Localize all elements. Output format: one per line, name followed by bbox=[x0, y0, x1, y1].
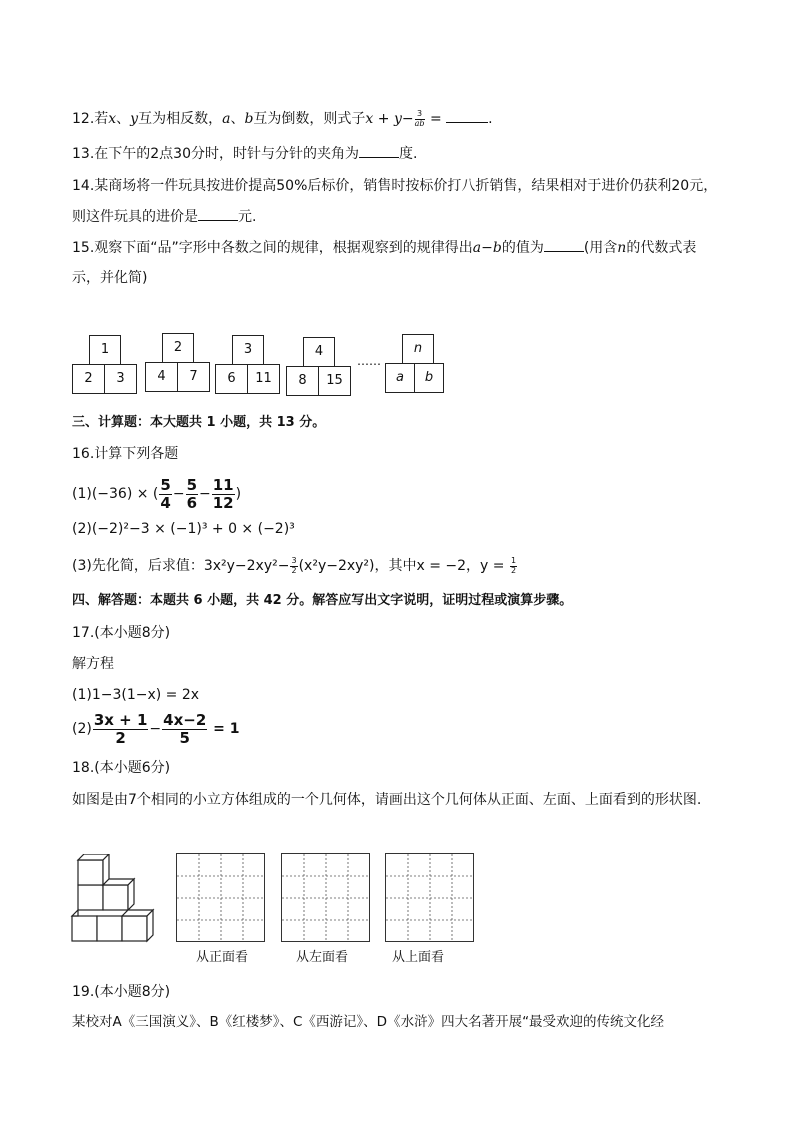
cube-side bbox=[128, 879, 134, 910]
fraction bbox=[93, 712, 149, 746]
op: − bbox=[149, 721, 162, 737]
grid-left-view[interactable] bbox=[281, 853, 370, 942]
q16-part3 bbox=[72, 553, 518, 579]
pin-right: 3 bbox=[104, 364, 137, 394]
var-x: x bbox=[365, 111, 374, 127]
pin-left: 6 bbox=[215, 364, 248, 394]
q15-text: 的代数式表 bbox=[626, 240, 697, 256]
pin-right: b bbox=[414, 363, 444, 393]
numerator: 11 bbox=[212, 476, 234, 494]
fraction bbox=[212, 477, 235, 511]
cube-solid-figure bbox=[70, 854, 162, 944]
grid-lines bbox=[177, 854, 264, 941]
pin-right: 7 bbox=[177, 362, 210, 392]
denominator: 6 bbox=[186, 493, 198, 512]
op: = bbox=[425, 111, 447, 127]
expr-text: (x²y−2xy²)，其中x = −2，y = bbox=[298, 558, 509, 574]
pin-left: 4 bbox=[145, 362, 178, 392]
fraction bbox=[290, 557, 297, 576]
question-16-title: 16.计算下列各题 bbox=[72, 446, 179, 462]
cube-face bbox=[103, 885, 128, 910]
pin-top: n bbox=[402, 334, 434, 364]
numerator: 1 bbox=[510, 555, 517, 565]
denominator: ab bbox=[414, 118, 425, 128]
pin-right: 11 bbox=[247, 364, 280, 394]
expr-text: ) bbox=[235, 486, 242, 502]
q12-text: 互为倒数，则式子 bbox=[253, 111, 366, 127]
var-y: y bbox=[393, 111, 402, 127]
q15-line2: 示，并化简) bbox=[72, 270, 148, 286]
section-4-title: 四、解答题：本题共 6 小题，共 42 分。解答应写出文字说明，证明过程或演算步骤。 bbox=[72, 593, 573, 608]
var-x: x bbox=[108, 111, 117, 127]
caption-top-view: 从上面看 bbox=[392, 950, 445, 965]
cube-edge bbox=[72, 910, 78, 916]
question-15 bbox=[72, 237, 696, 258]
expr-a-minus-b: a−b bbox=[472, 240, 502, 256]
answer-blank[interactable] bbox=[198, 206, 238, 221]
grid-top-view[interactable] bbox=[385, 853, 474, 942]
denominator: 2 bbox=[115, 728, 126, 747]
pin-figure-general bbox=[385, 334, 451, 394]
sep: 、 bbox=[116, 111, 131, 127]
cube-face bbox=[72, 916, 97, 941]
q14-line2: 则这件玩具的进价是 bbox=[72, 209, 198, 225]
op: + bbox=[373, 111, 394, 127]
q16-part1 bbox=[72, 476, 241, 512]
var-y: y bbox=[130, 111, 139, 127]
cube-side bbox=[147, 910, 153, 941]
cube-face bbox=[78, 860, 103, 885]
denominator: 12 bbox=[212, 493, 234, 512]
q13-unit: 度. bbox=[399, 146, 418, 162]
q15-text: (用含 bbox=[583, 240, 618, 256]
answer-blank[interactable] bbox=[359, 143, 399, 158]
q15-text: 的值为 bbox=[501, 240, 544, 256]
pin-left: 2 bbox=[72, 364, 105, 394]
q18-text: 如图是由7个相同的小立方体组成的一个几何体，请画出这个几何体从正面、左面、上面看到的形状图. bbox=[72, 792, 702, 808]
answer-blank[interactable] bbox=[446, 108, 488, 123]
var-b: b bbox=[244, 111, 254, 127]
question-14 bbox=[72, 176, 717, 196]
fraction bbox=[159, 477, 171, 511]
q12-text: 互为相反数， bbox=[138, 111, 223, 127]
answer-blank[interactable] bbox=[544, 237, 584, 252]
grid-lines bbox=[386, 854, 473, 941]
q17-eq1: (1)1−3(1−x) = 2x bbox=[72, 687, 200, 703]
denominator: 4 bbox=[160, 493, 171, 512]
question-13 bbox=[72, 143, 417, 164]
caption-left-view: 从左面看 bbox=[296, 950, 349, 965]
question-19-header: 19.(本小题8分) bbox=[72, 984, 171, 1000]
expr-text: (2) bbox=[72, 721, 92, 737]
q14-line1: 14.某商场将一件玩具按进价提高50%后标价，销售时按标价打八折销售，结果相对于进价仍获利20元， bbox=[72, 178, 718, 194]
expr-text: (1)(−36) × ( bbox=[72, 486, 159, 502]
numerator: 5 bbox=[186, 476, 198, 494]
fraction bbox=[162, 712, 207, 746]
numerator: 3 bbox=[291, 555, 297, 565]
q19-text: 某校对A《三国演义》、B《红楼梦》、C《西游记》、D《水浒》四大名著开展“最受欢迎的传统文化经 bbox=[72, 1014, 665, 1030]
caption-front-view: 从正面看 bbox=[196, 950, 249, 965]
question-15-cont bbox=[72, 268, 147, 288]
pin-figure-4 bbox=[286, 337, 352, 397]
denominator: 2 bbox=[291, 565, 297, 575]
cube-face bbox=[78, 885, 103, 910]
pin-top: 3 bbox=[232, 335, 264, 365]
ellipsis: …… bbox=[357, 354, 381, 368]
q16-part2: (2)(−2)²−3 × (−1)³ + 0 × (−2)³ bbox=[72, 521, 295, 537]
denominator: 5 bbox=[179, 728, 190, 747]
pin-right: 15 bbox=[318, 366, 351, 396]
q14-unit: 元. bbox=[238, 209, 257, 225]
grid-lines bbox=[282, 854, 369, 941]
pin-left: a bbox=[385, 363, 415, 393]
period: . bbox=[488, 111, 493, 127]
pin-left: 8 bbox=[286, 366, 319, 396]
pin-figure-3 bbox=[215, 335, 281, 395]
q12-label: 12.若 bbox=[72, 111, 109, 127]
numerator: 4x−2 bbox=[163, 711, 207, 729]
q15-text: 15.观察下面“品”字形中各数之间的规律，根据观察到的规律得出 bbox=[72, 240, 473, 256]
var-a: a bbox=[222, 111, 231, 127]
pin-top: 1 bbox=[89, 335, 121, 365]
cube-face bbox=[97, 916, 122, 941]
pin-figure-1 bbox=[72, 335, 138, 395]
question-18-header: 18.(本小题6分) bbox=[72, 760, 171, 776]
pin-top: 2 bbox=[162, 333, 194, 363]
var-n: n bbox=[617, 240, 627, 256]
fraction bbox=[186, 477, 198, 511]
q17-task: 解方程 bbox=[72, 656, 114, 672]
question-14-cont bbox=[72, 206, 256, 227]
pin-figure-2 bbox=[145, 333, 211, 393]
pin-top: 4 bbox=[303, 337, 335, 367]
q17-eq2 bbox=[72, 710, 240, 748]
numerator: 3x + 1 bbox=[93, 711, 148, 729]
section-3-title: 三、计算题：本大题共 1 小题，共 13 分。 bbox=[72, 415, 326, 430]
op: − bbox=[199, 486, 211, 502]
grid-front-view[interactable] bbox=[176, 853, 265, 942]
numerator: 3 bbox=[415, 110, 425, 120]
expr-text: = 1 bbox=[208, 721, 240, 737]
question-12 bbox=[72, 108, 493, 129]
sep: 、 bbox=[230, 111, 245, 127]
numerator: 5 bbox=[160, 476, 171, 494]
question-17-header: 17.(本小题8分) bbox=[72, 625, 171, 641]
denominator: 2 bbox=[510, 565, 517, 575]
fraction bbox=[510, 557, 517, 576]
fraction bbox=[415, 110, 425, 129]
op: − bbox=[401, 111, 414, 127]
cube-face bbox=[122, 916, 147, 941]
q13-text: 13.在下午的2点30分时，时针与分针的夹角为 bbox=[72, 146, 359, 162]
op: − bbox=[172, 486, 185, 502]
expr-text: (3)先化简，后求值：3x²y−2xy²− bbox=[72, 558, 290, 574]
